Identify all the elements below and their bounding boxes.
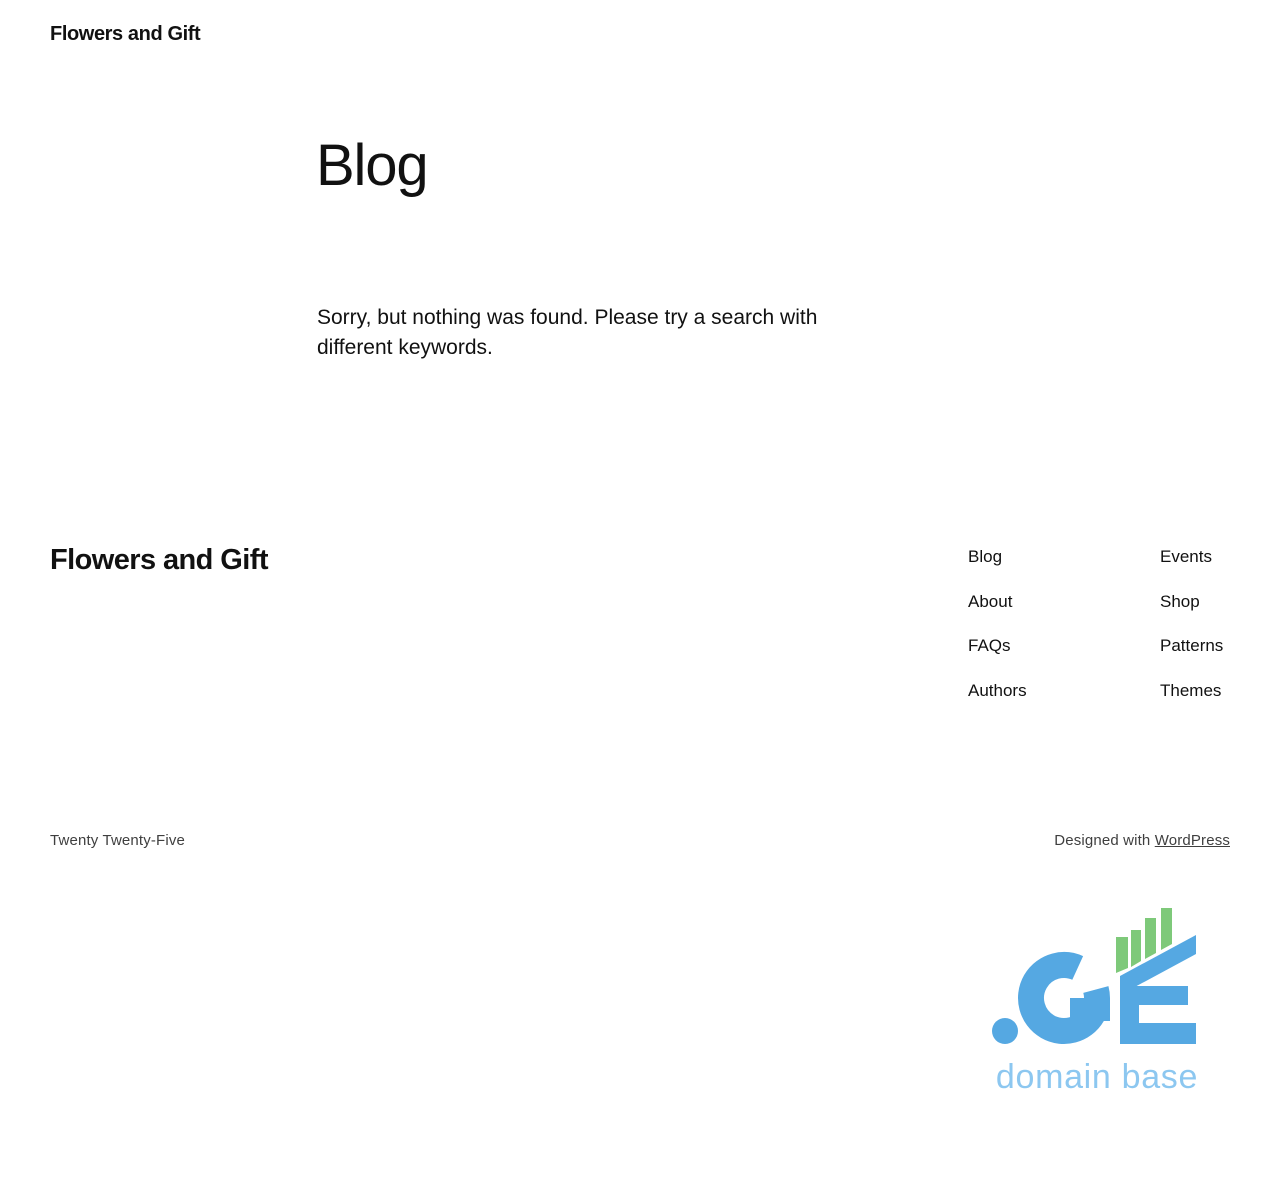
- footer-nav-link-patterns[interactable]: Patterns: [1160, 636, 1224, 655]
- logo-letter-g: [1024, 958, 1110, 1039]
- footer-nav-link-blog[interactable]: Blog: [968, 547, 1003, 566]
- domainbase-logo: [992, 904, 1202, 1097]
- designed-with-text: Designed with: [1054, 832, 1155, 849]
- footer-site-title-link[interactable]: Flowers and Gift: [50, 544, 268, 576]
- no-results-message: Sorry, but nothing was found. Please try a search with different keywords.: [317, 306, 818, 359]
- theme-name: Twenty Twenty-Five: [50, 832, 185, 849]
- footer-nav: [968, 546, 1223, 724]
- footer-nav-link-events[interactable]: Events: [1160, 547, 1212, 566]
- wordpress-link[interactable]: WordPress: [1154, 832, 1230, 849]
- footer-nav-link-authors[interactable]: Authors: [968, 680, 1027, 700]
- footer-nav-link-about[interactable]: About: [968, 591, 1013, 611]
- logo-dot: [992, 1018, 1018, 1044]
- logo-tagline: domain base: [995, 1058, 1199, 1096]
- page-title: Blog: [316, 133, 428, 198]
- footer-nav-link-faqs[interactable]: FAQs: [968, 636, 1011, 655]
- ge-logo-mark-icon: [992, 904, 1202, 1054]
- footer-nav-link-themes[interactable]: Themes: [1160, 680, 1222, 700]
- designed-with: [1054, 832, 1230, 849]
- footer-nav-link-shop[interactable]: Shop: [1160, 591, 1200, 611]
- site-title-link[interactable]: Flowers and Gift: [50, 23, 201, 45]
